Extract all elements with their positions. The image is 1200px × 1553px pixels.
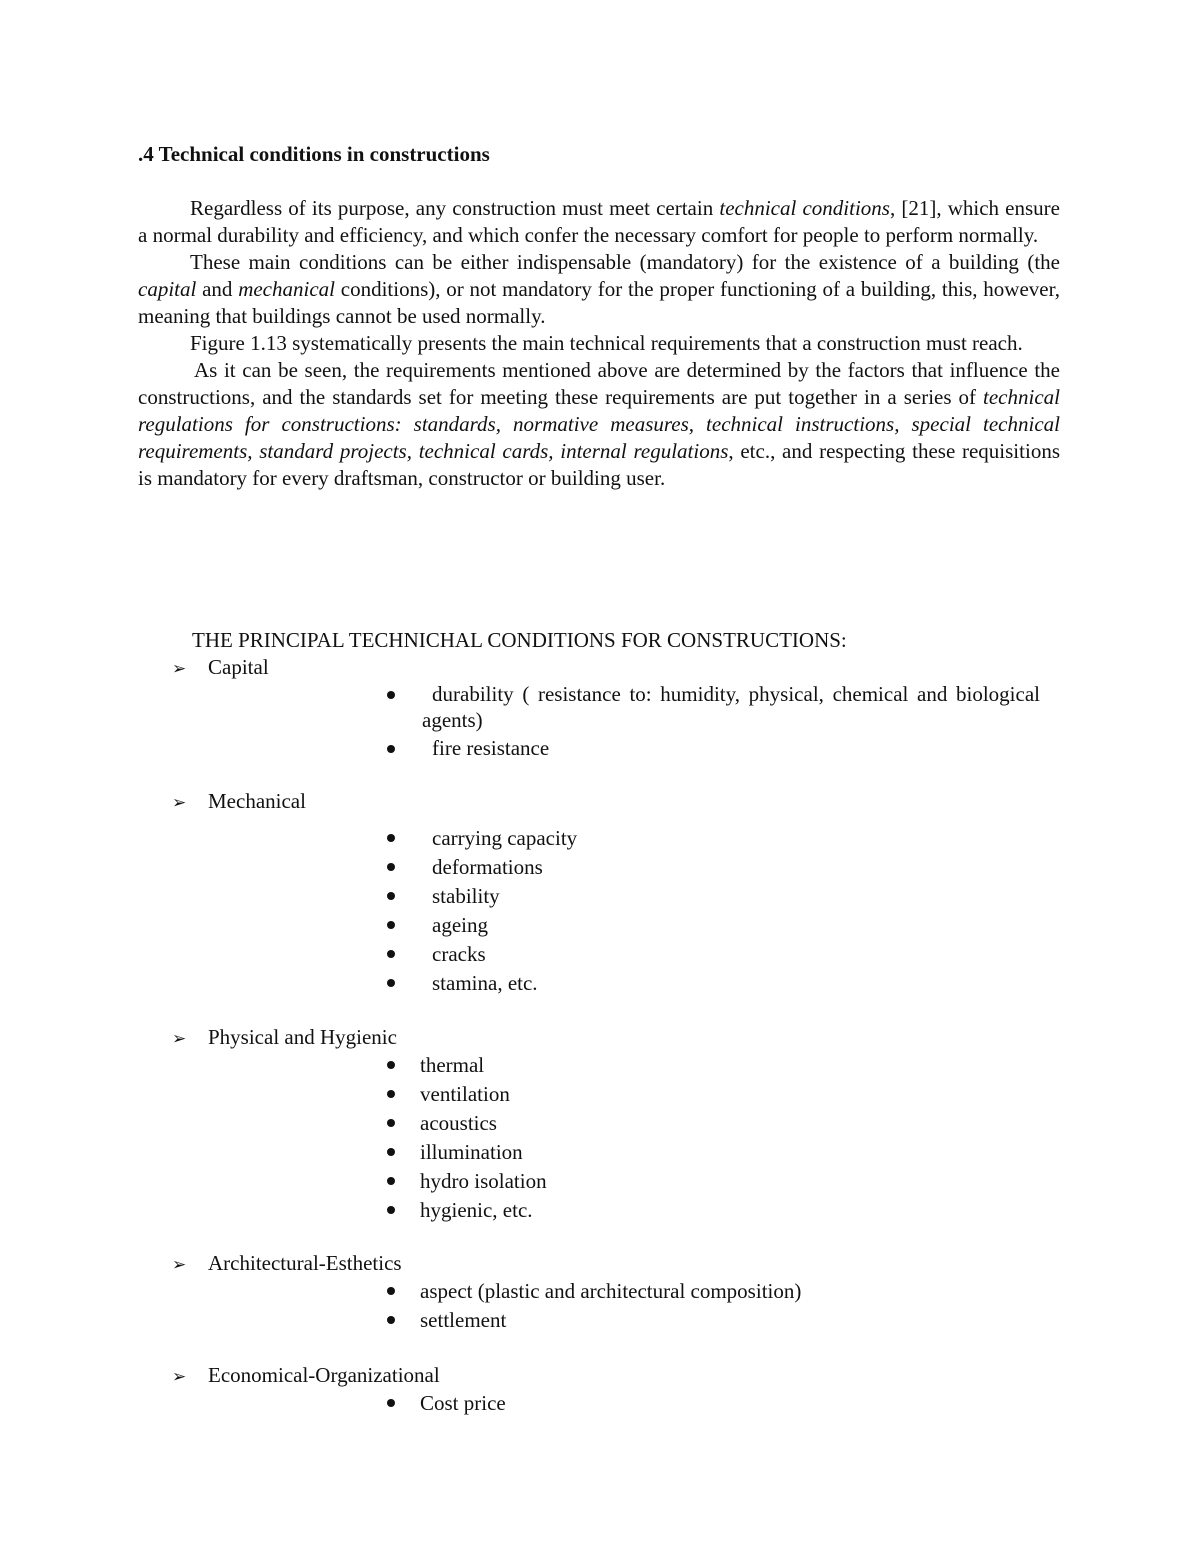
list-item: acoustics: [387, 1109, 547, 1138]
bullet-icon: [387, 1399, 395, 1407]
bullet-icon: [387, 1119, 395, 1127]
list-item: deformations: [387, 853, 577, 882]
physical-hygienic-items: [387, 1051, 547, 1225]
capital-items: [387, 681, 1040, 761]
italic-term: mechanical: [238, 277, 335, 301]
bullet-icon: [387, 1148, 395, 1156]
list-item: ageing: [387, 911, 577, 940]
list-item: durability ( resistance to: humidity, physical, chemical and biological agents): [387, 681, 1040, 733]
arrow-bullet-icon: ➢: [172, 659, 187, 678]
list-item: fire resistance: [387, 735, 1040, 761]
italic-term: technical regulations for constructions: standards, normative measures, technical instructions, special technical requirements, standard projects, technical cards, internal regulations: [138, 385, 1060, 463]
paragraph-1: Regardless of its purpose, any construction must meet certain technical conditions, [21], which ensure a normal durability and efficiency, and which confer the necessary comfort for people to perform normally.: [138, 196, 1060, 247]
arrow-bullet-icon: ➢: [172, 1029, 187, 1048]
bullet-icon: [387, 1177, 395, 1185]
bullet-icon: [387, 691, 395, 699]
bullet-icon: [387, 950, 395, 958]
mechanical-items: [387, 824, 577, 998]
economical-organizational-items: [387, 1389, 506, 1418]
bullet-icon: [387, 745, 395, 753]
list-item: settlement: [387, 1306, 801, 1335]
architectural-esthetics-items: [387, 1277, 801, 1335]
bullet-icon: [387, 921, 395, 929]
list-item: Cost price: [387, 1389, 506, 1418]
italic-term: technical conditions: [719, 196, 890, 220]
bullet-icon: [387, 1316, 395, 1324]
list-item: hydro isolation: [387, 1167, 547, 1196]
paragraph-2: These main conditions can be either indispensable (mandatory) for the existence of a building (the capital and mechanical conditions), or not mandatory for the proper functioning of a building, this, however, meaning that buildings cannot be used normally.: [138, 250, 1060, 328]
section-heading: .4 Technical conditions in constructions: [138, 142, 490, 166]
category-capital: ➢ Capital: [172, 654, 269, 682]
category-economical-organizational: ➢ Economical-Organizational: [172, 1362, 440, 1390]
arrow-bullet-icon: ➢: [172, 1255, 187, 1274]
bullet-icon: [387, 834, 395, 842]
bullet-icon: [387, 1206, 395, 1214]
arrow-bullet-icon: ➢: [172, 1367, 187, 1386]
list-item: cracks: [387, 940, 577, 969]
list-item: stability: [387, 882, 577, 911]
list-item: ventilation: [387, 1080, 547, 1109]
bullet-icon: [387, 1287, 395, 1295]
list-title: THE PRINCIPAL TECHNICHAL CONDITIONS FOR CONSTRUCTIONS:: [192, 628, 847, 652]
bullet-icon: [387, 1090, 395, 1098]
category-architectural-esthetics: ➢ Architectural-Esthetics: [172, 1250, 402, 1278]
list-item: thermal: [387, 1051, 547, 1080]
paragraph-4: As it can be seen, the requirements mentioned above are determined by the factors that influence the constructions, and the standards set for meeting these requirements are put together in a series of technical regulations for constructions: standards, normative measures, technical instructions, special technical requirements, standard projects, technical cards, internal regulations, etc., and respecting these requisitions is mandatory for every draftsman, constructor or building user.: [138, 358, 1060, 490]
italic-term: capital: [138, 277, 197, 301]
list-item: hygienic, etc.: [387, 1196, 547, 1225]
category-mechanical: ➢ Mechanical: [172, 788, 306, 816]
list-item: aspect (plastic and architectural composition): [387, 1277, 801, 1306]
list-item: illumination: [387, 1138, 547, 1167]
bullet-icon: [387, 863, 395, 871]
bullet-icon: [387, 1061, 395, 1069]
bullet-icon: [387, 979, 395, 987]
arrow-bullet-icon: ➢: [172, 793, 187, 812]
list-item: stamina, etc.: [387, 969, 577, 998]
list-item: carrying capacity: [387, 824, 577, 853]
paragraph-3: Figure 1.13 systematically presents the main technical requirements that a construction must reach.: [190, 331, 1023, 355]
body-text: [138, 195, 1060, 492]
category-physical-hygienic: ➢ Physical and Hygienic: [172, 1024, 397, 1052]
bullet-icon: [387, 892, 395, 900]
